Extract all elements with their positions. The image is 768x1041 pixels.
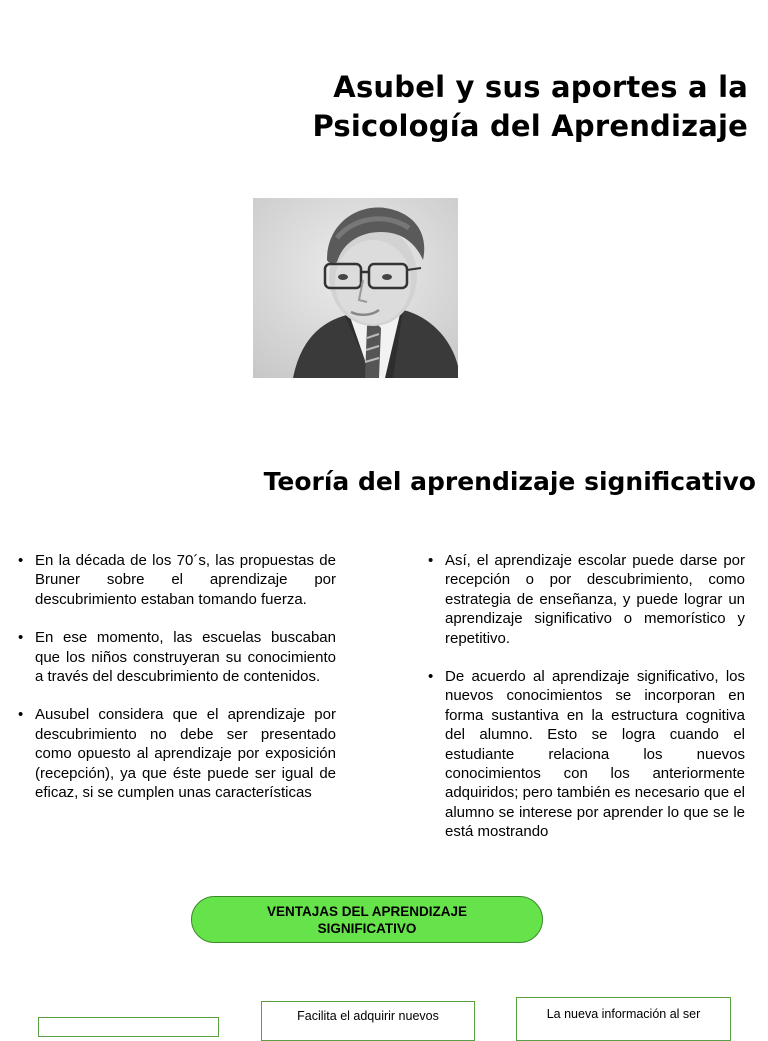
- section-heading: Teoría del aprendizaje significativo: [263, 467, 756, 496]
- bullet-item: [18, 705, 336, 802]
- bullet-item: [18, 551, 336, 609]
- portrait-illustration: [253, 198, 458, 378]
- portrait-photo: [253, 198, 458, 378]
- right-column: [428, 551, 745, 861]
- bullet-text: Así, el aprendizaje escolar puede darse por recepción o por descubrimiento, como estrategia de enseñanza, y puede lograr un aprendizaje significativo o memorístico y repetitivo.: [445, 552, 745, 647]
- advantage-box-2: Facilita el adquirir nuevos: [261, 1001, 475, 1041]
- bullet-marker: •: [428, 668, 434, 686]
- page-title: [188, 68, 748, 146]
- bullet-item: [428, 551, 745, 648]
- bullet-marker: •: [428, 552, 434, 569]
- bullet-marker: •: [18, 552, 24, 569]
- advantage-box-3: La nueva información al ser: [516, 997, 731, 1041]
- left-column: [18, 551, 336, 821]
- page-title-line-1: Asubel y sus aportes a la: [333, 70, 748, 104]
- bullet-item: [18, 628, 336, 686]
- advantages-header-line-1: VENTAJAS DEL APRENDIZAJE: [266, 903, 468, 919]
- bullet-marker: •: [18, 629, 24, 647]
- advantage-box-1: [38, 1017, 219, 1037]
- advantages-header-line-2: SIGNIFICATIVO: [317, 920, 417, 936]
- bullet-item: [428, 667, 745, 842]
- bullet-text: En la década de los 70´s, las propuestas de Bruner sobre el aprendizaje por descubrimiento estaban tomando fuerza.: [35, 552, 336, 608]
- page-title-line-2: Psicología del Aprendizaje: [312, 109, 748, 143]
- bullet-marker: •: [18, 706, 24, 724]
- bullet-text: Ausubel considera que el aprendizaje por descubrimiento no debe ser presentado como opuesto al aprendizaje por exposición (recepción), ya que éste puede ser igual de eficaz, si se cumplen unas características: [35, 706, 336, 802]
- advantages-header: [191, 896, 543, 943]
- bullet-text: En ese momento, las escuelas buscaban que los niños construyeran su conocimiento a través del descubrimiento de contenidos.: [35, 629, 336, 686]
- bullet-text: De acuerdo al aprendizaje significativo, los nuevos conocimientos se incorporan en forma sustantiva en la estructura cognitiva del alumno. Esto se logra cuando el estudiante relaciona los nuevos conocimientos con los anteriormente adquiridos; pero también es necesario que el alumno se interese por aprender lo que se le está mostrando: [445, 668, 745, 841]
